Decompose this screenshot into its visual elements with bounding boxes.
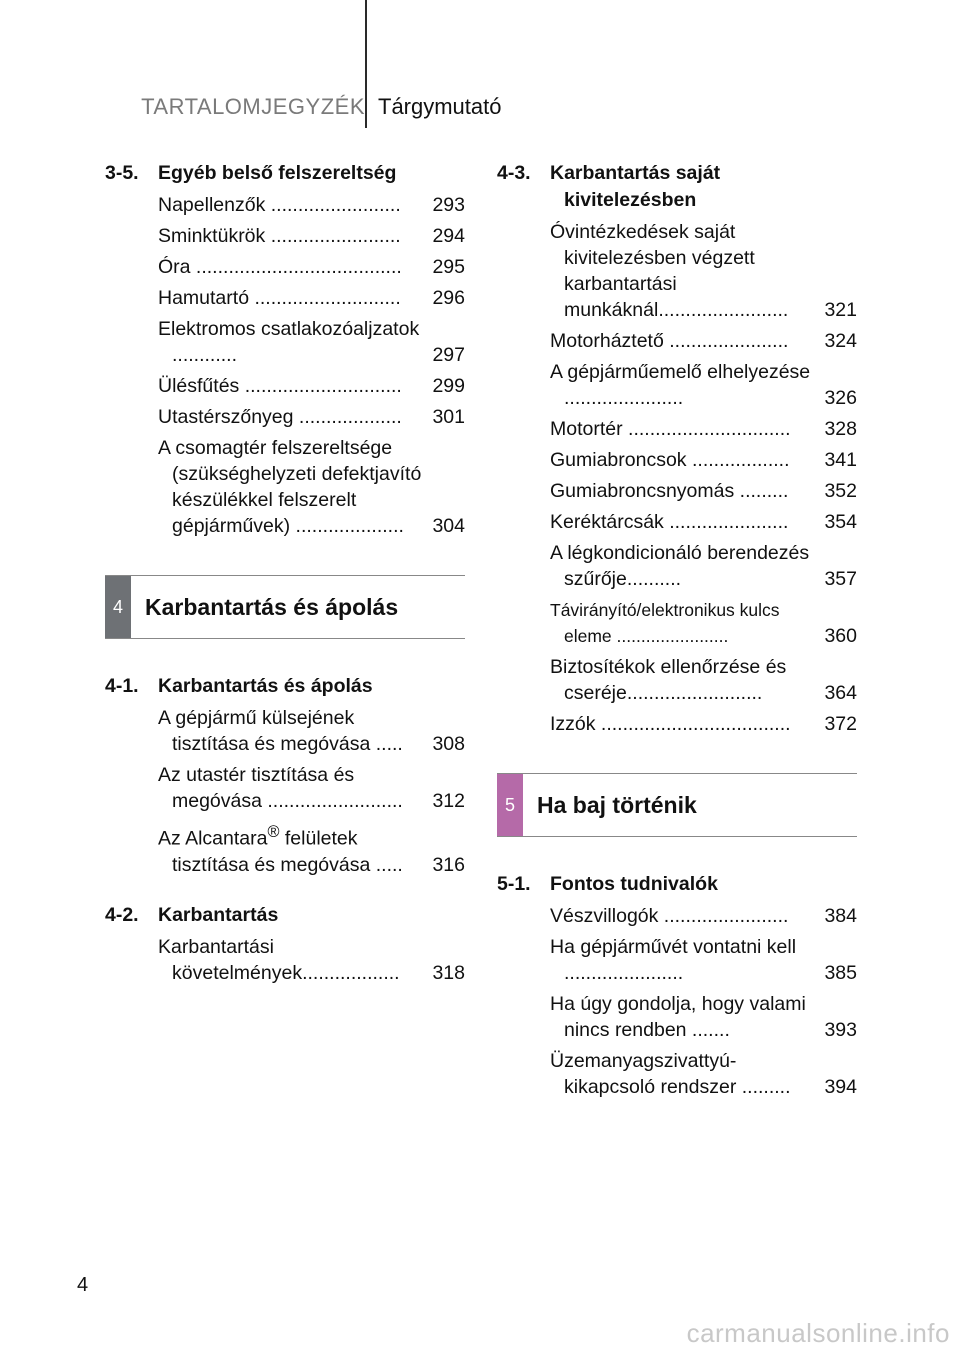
chapter-title: Karbantartás és ápolás <box>145 593 399 620</box>
toc-entry[interactable]: Ülésfűtés ............................. 299 <box>158 375 465 397</box>
toc-entry[interactable]: Motortér .............................. 328 <box>550 418 857 440</box>
section-4-2 <box>105 902 465 986</box>
section-heading <box>497 160 857 214</box>
section-title: Karbantartás és ápolás <box>158 675 373 697</box>
left-column <box>105 160 465 1004</box>
chapter-title: Ha baj történik <box>537 791 697 818</box>
section-title: Karbantartás saját kivitelezésben <box>550 162 721 211</box>
toc-entry[interactable]: Elektromos csatlakozóaljzatok ............ 297 <box>158 318 465 366</box>
section-3-5 <box>105 160 465 539</box>
toc-entry[interactable]: Hamutartó ........................... 296 <box>158 287 465 309</box>
toc-entry[interactable]: Biztosítékok ellenőrzése és cseréje......................... 364 <box>550 656 857 704</box>
section-number: 4-2. <box>105 903 139 926</box>
watermark: carmanualsonline.info <box>686 1318 950 1348</box>
toc-entry[interactable]: A csomagtér felszereltsége (szükséghelyzeti defektjavító készülékkel felszerelt gépjárművek) .................... 304 <box>158 437 465 537</box>
section-title: Egyéb belső felszereltség <box>158 162 397 184</box>
chapter-tab: 4 <box>105 576 131 638</box>
toc-entry[interactable]: Ha úgy gondolja, hogy valami nincs rendben ....... 393 <box>550 993 857 1041</box>
toc-entry[interactable]: Utastérszőnyeg ................... 301 <box>158 406 465 428</box>
section-heading <box>105 902 465 929</box>
section-number: 4-3. <box>497 162 531 184</box>
header-divider <box>365 0 367 128</box>
section-4-1 <box>105 673 465 878</box>
toc-entry[interactable]: Távirányító/elektronikus kulcs eleme ....................... 360 <box>550 600 857 647</box>
section-title: Fontos tudnivalók <box>550 873 718 895</box>
toc-entry[interactable]: Gumiabroncsnyomás ......... 352 <box>550 480 857 502</box>
toc-entry[interactable]: Napellenzők ........................ 293 <box>158 194 465 216</box>
chapter-tab: 5 <box>497 774 523 836</box>
section-5-1 <box>497 871 857 1100</box>
section-heading <box>105 673 465 700</box>
header-index-label[interactable]: Tárgymutató <box>378 94 502 119</box>
section-heading <box>105 160 465 187</box>
toc-entry[interactable]: Az utastér tisztítása és megóvása ......................... 312 <box>158 764 465 812</box>
registered-mark: ® <box>267 823 280 841</box>
toc-entry[interactable]: Motorháztető ...................... 324 <box>550 330 857 352</box>
toc-entry[interactable]: Az Alcantara® felületek tisztítása és megóvása ..... 316 <box>158 823 465 876</box>
section-number: 3-5. <box>105 162 139 184</box>
section-4-3 <box>497 160 857 737</box>
toc-entry[interactable]: Sminktükrök ........................ 294 <box>158 225 465 247</box>
toc-entry[interactable]: Karbantartási követelmények.................. 318 <box>158 935 465 984</box>
section-number: 5-1. <box>497 873 531 895</box>
header-toc-label[interactable]: TARTALOMJEGYZÉK <box>141 94 365 119</box>
toc-entry[interactable]: A gépjárműemelő elhelyezése ...................... 326 <box>550 361 857 409</box>
section-title: Karbantartás <box>158 903 279 926</box>
page-number: 4 <box>77 1274 89 1296</box>
section-number: 4-1. <box>105 675 139 697</box>
toc-entry[interactable]: A gépjármű külsejének tisztítása és megóvása ..... 308 <box>158 707 465 755</box>
section-heading <box>497 871 857 898</box>
toc-entry[interactable]: Óra ...................................... 295 <box>158 256 465 278</box>
page-header <box>0 0 960 130</box>
toc-entry[interactable]: Gumiabroncsok .................. 341 <box>550 449 857 471</box>
toc-entry[interactable]: Óvintézkedések saját kivitelezésben végzett karbantartási munkáknál........................ 321 <box>550 221 857 321</box>
right-column <box>497 160 857 1118</box>
toc-entry[interactable]: Izzók ................................... 372 <box>550 713 857 735</box>
chapter-4-banner <box>105 575 465 639</box>
chapter-5-banner <box>497 773 857 837</box>
toc-entry[interactable]: Vészvillogók ....................... 384 <box>550 905 857 927</box>
toc-entry[interactable]: Keréktárcsák ...................... 354 <box>550 511 857 533</box>
toc-entry[interactable]: Ha gépjárművét vontatni kell ...................... 385 <box>550 936 857 984</box>
toc-entry[interactable]: A légkondicionáló berendezés szűrője.......... 357 <box>550 542 857 590</box>
toc-entry[interactable]: Üzemanyagszivattyú-kikapcsoló rendszer ......... 394 <box>550 1050 857 1098</box>
